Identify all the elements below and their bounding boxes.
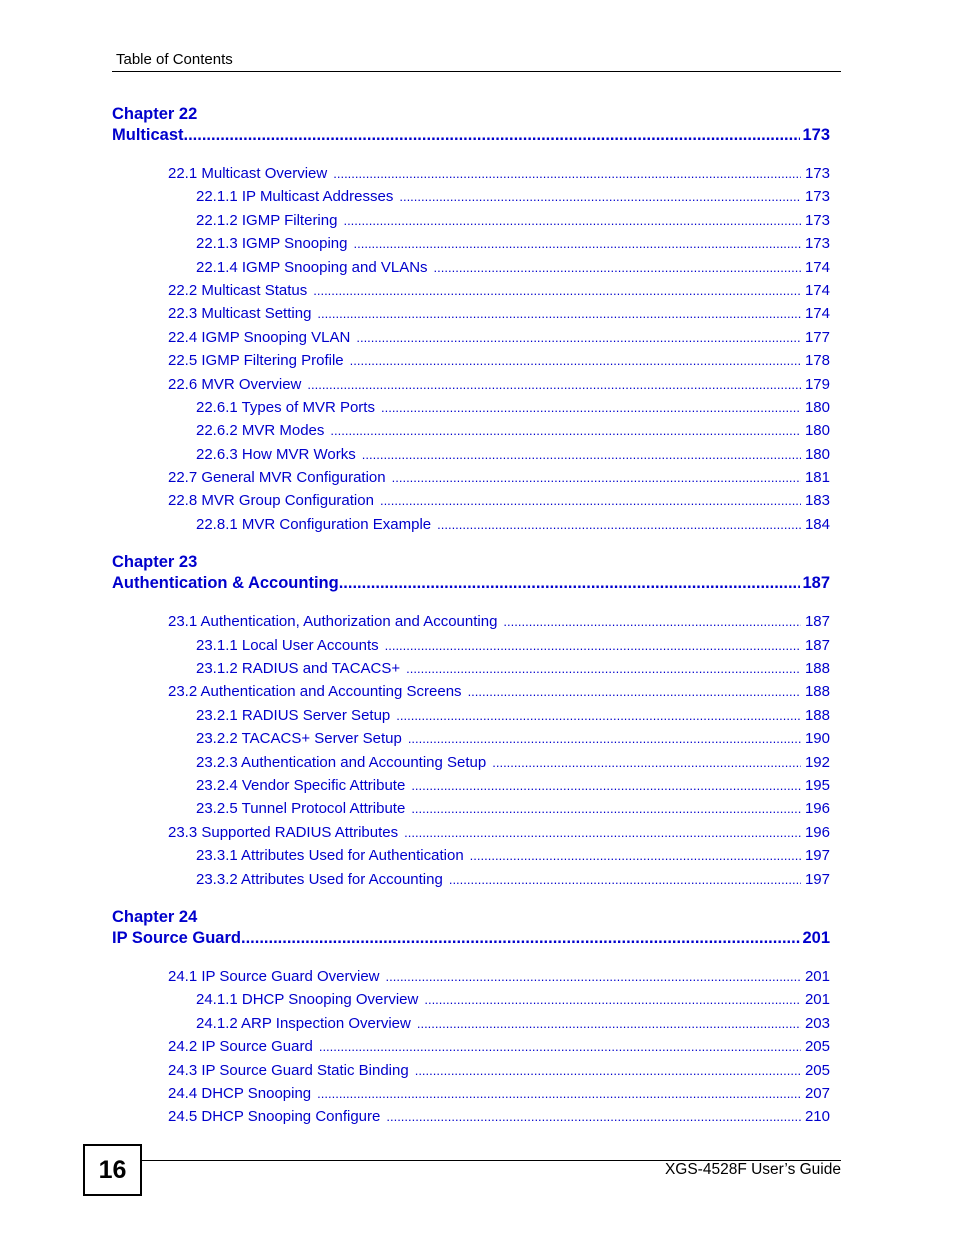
entry-title: 22.6.3 How MVR Works (196, 445, 356, 463)
dot-leader (468, 680, 801, 703)
entry-page: 173 (804, 235, 830, 253)
chapter-title-link[interactable] (112, 573, 830, 594)
chapter-title: Multicast (112, 126, 184, 144)
toc-entry-link[interactable] (112, 751, 830, 774)
dot-leader (434, 256, 801, 279)
toc-entry-link[interactable] (112, 821, 830, 844)
chapter-page: 201 (802, 928, 830, 947)
entry-page: 173 (804, 188, 830, 206)
entry-title: 22.8.1 MVR Configuration Example (196, 515, 432, 533)
dot-leader (339, 573, 801, 594)
toc-entry-link[interactable] (112, 396, 830, 419)
dot-leader (411, 774, 801, 797)
toc-entry-link[interactable] (112, 727, 830, 750)
toc-entry-link[interactable] (112, 1082, 830, 1105)
toc-entry-link[interactable] (112, 965, 830, 988)
toc-entry-link[interactable] (112, 209, 830, 232)
entry-title: 24.4 DHCP Snooping (168, 1084, 312, 1102)
entry-title: 23.3.1 Attributes Used for Authentication (196, 847, 464, 865)
dot-leader (307, 373, 801, 396)
chapter-title-link[interactable] (112, 928, 830, 949)
chapter-title: IP Source Guard (112, 928, 241, 947)
toc-entry-link[interactable] (112, 1035, 830, 1058)
toc-entry-link[interactable] (112, 373, 830, 396)
entry-page: 174 (804, 281, 830, 299)
entry-page: 187 (804, 636, 830, 654)
entry-title: 22.6 MVR Overview (168, 375, 302, 393)
toc-entry-link[interactable] (112, 302, 830, 325)
entry-page: 197 (804, 870, 830, 888)
toc-entry-link[interactable] (112, 774, 830, 797)
toc-entry-link[interactable] (112, 419, 830, 442)
entry-title: 22.1.4 IGMP Snooping and VLANs (196, 258, 428, 276)
toc-entry-link[interactable] (112, 657, 830, 680)
dot-leader (396, 704, 801, 727)
entry-title: 24.3 IP Source Guard Static Binding (168, 1061, 409, 1079)
entry-title: 23.2 Authentication and Accounting Screens (168, 683, 462, 701)
chapter-label[interactable]: Chapter 22 (112, 105, 198, 123)
toc-entry-link[interactable] (112, 634, 830, 657)
entry-page: 210 (804, 1108, 830, 1126)
entry-page: 205 (804, 1061, 830, 1079)
toc-entry-link[interactable] (112, 513, 830, 536)
entry-title: 22.6.2 MVR Modes (196, 422, 325, 440)
dot-leader (503, 610, 801, 633)
header-rule (112, 71, 841, 72)
entry-list (112, 162, 830, 536)
dot-leader (408, 727, 801, 750)
entry-page: 184 (804, 515, 830, 533)
toc-entry-link[interactable] (112, 1105, 830, 1128)
dot-leader (350, 349, 801, 372)
entry-page: 178 (804, 352, 830, 370)
dot-leader (470, 844, 801, 867)
entry-title: 24.1 IP Source Guard Overview (168, 967, 380, 985)
entry-title: 23.3 Supported RADIUS Attributes (168, 823, 399, 841)
dot-leader (330, 419, 801, 442)
entry-page: 188 (804, 683, 830, 701)
toc-entry-link[interactable] (112, 704, 830, 727)
entry-title: 22.1.1 IP Multicast Addresses (196, 188, 394, 206)
table-of-contents (112, 104, 830, 1145)
dot-leader (417, 1012, 801, 1035)
dot-leader (386, 965, 801, 988)
dot-leader (386, 1105, 801, 1128)
entry-page: 181 (804, 469, 830, 487)
dot-leader (437, 513, 801, 536)
dot-leader (317, 302, 801, 325)
entry-title: 22.1.2 IGMP Filtering (196, 211, 338, 229)
toc-entry-link[interactable] (112, 256, 830, 279)
entry-title: 22.7 General MVR Configuration (168, 469, 386, 487)
entry-page: 179 (804, 375, 830, 393)
dot-leader (415, 1059, 801, 1082)
toc-entry-link[interactable] (112, 1059, 830, 1082)
entry-title: 22.8 MVR Group Configuration (168, 492, 374, 510)
dot-leader (385, 634, 801, 657)
entry-list (112, 610, 830, 891)
entry-title: 24.2 IP Source Guard (168, 1038, 313, 1056)
entry-page: 187 (804, 613, 830, 631)
entry-page: 201 (804, 967, 830, 985)
entry-page: 197 (804, 847, 830, 865)
entry-page: 205 (804, 1038, 830, 1056)
chapter-label[interactable]: Chapter 23 (112, 553, 198, 572)
entry-page: 188 (804, 660, 830, 678)
entry-title: 23.1.1 Local User Accounts (196, 636, 379, 654)
entry-page: 180 (804, 398, 830, 416)
dot-leader (354, 232, 801, 255)
entry-list (112, 965, 830, 1129)
dot-leader (184, 125, 801, 146)
entry-title: 24.5 DHCP Snooping Configure (168, 1108, 381, 1126)
entry-title: 23.2.2 TACACS+ Server Setup (196, 730, 402, 748)
dot-leader (356, 326, 801, 349)
entry-page: 190 (804, 730, 830, 748)
chapter-page: 187 (802, 574, 830, 593)
entry-page: 180 (804, 445, 830, 463)
chapter-title: Authentication & Accounting (112, 574, 339, 593)
dot-leader (404, 821, 801, 844)
chapter-label[interactable]: Chapter 24 (112, 907, 198, 926)
toc-entry-link[interactable] (112, 1012, 830, 1035)
toc-entry-link[interactable] (112, 443, 830, 466)
entry-page: 196 (804, 823, 830, 841)
toc-entry-link[interactable] (112, 988, 830, 1011)
entry-page: 196 (804, 800, 830, 818)
toc-entry-link[interactable] (112, 349, 830, 372)
dot-leader (313, 279, 801, 302)
toc-entry-link[interactable] (112, 797, 830, 820)
toc-entry-link[interactable] (112, 680, 830, 703)
dot-leader (399, 185, 801, 208)
dot-leader (343, 209, 801, 232)
entry-page: 173 (804, 211, 830, 229)
dot-leader (241, 928, 800, 949)
toc-entry-link[interactable] (112, 844, 830, 867)
entry-title: 22.4 IGMP Snooping VLAN (168, 328, 351, 346)
dot-leader (392, 466, 801, 489)
entry-page: 183 (804, 492, 830, 510)
entry-title: 23.1.2 RADIUS and TACACS+ (196, 660, 401, 678)
chapter-block (112, 907, 830, 1129)
chapter-page: 173 (802, 126, 830, 144)
toc-entry-link[interactable] (112, 489, 830, 512)
entry-title: 23.2.3 Authentication and Accounting Setup (196, 753, 487, 771)
toc-entry-link[interactable] (112, 610, 830, 633)
toc-entry-link[interactable] (112, 232, 830, 255)
entry-page: 201 (804, 991, 830, 1009)
dot-leader (424, 988, 801, 1011)
entry-title: 24.1.1 DHCP Snooping Overview (196, 991, 419, 1009)
chapter-title-link[interactable] (112, 125, 830, 146)
dot-leader (449, 868, 801, 891)
entry-page: 192 (804, 753, 830, 771)
dot-leader (492, 751, 801, 774)
entry-page: 207 (804, 1084, 830, 1102)
page-number: 16 (83, 1144, 142, 1196)
entry-title: 23.2.5 Tunnel Protocol Attribute (196, 800, 406, 818)
toc-entry-link[interactable] (112, 466, 830, 489)
dot-leader (362, 443, 801, 466)
running-header: Table of Contents (116, 51, 233, 68)
entry-title: 22.2 Multicast Status (168, 281, 308, 299)
dot-leader (380, 489, 801, 512)
toc-entry-link[interactable] (112, 326, 830, 349)
entry-title: 23.2.4 Vendor Specific Attribute (196, 776, 406, 794)
dot-leader (406, 657, 801, 680)
toc-entry-link[interactable] (112, 279, 830, 302)
entry-page: 173 (804, 165, 830, 182)
dot-leader (333, 162, 801, 185)
chapter-block (112, 104, 830, 536)
chapter-block (112, 552, 830, 891)
entry-page: 195 (804, 776, 830, 794)
dot-leader (319, 1035, 801, 1058)
entry-page: 203 (804, 1014, 830, 1032)
entry-page: 174 (804, 258, 830, 276)
entry-title: 22.5 IGMP Filtering Profile (168, 352, 344, 370)
entry-title: 22.1.3 IGMP Snooping (196, 235, 348, 253)
entry-page: 180 (804, 422, 830, 440)
entry-page: 188 (804, 706, 830, 724)
toc-entry-link[interactable] (112, 162, 830, 185)
entry-title: 22.6.1 Types of MVR Ports (196, 398, 375, 416)
entry-title: 23.1 Authentication, Authorization and Accounting (168, 613, 498, 631)
entry-title: 23.2.1 RADIUS Server Setup (196, 706, 391, 724)
guide-title: XGS-4528F User’s Guide (664, 1161, 841, 1178)
dot-leader (411, 797, 801, 820)
entry-title: 24.1.2 ARP Inspection Overview (196, 1014, 411, 1032)
dot-leader (381, 396, 801, 419)
entry-page: 177 (804, 328, 830, 346)
dot-leader (317, 1082, 801, 1105)
toc-entry-link[interactable] (112, 868, 830, 891)
entry-title: 22.1 Multicast Overview (168, 165, 328, 182)
entry-title: 22.3 Multicast Setting (168, 305, 312, 323)
entry-page: 174 (804, 305, 830, 323)
toc-entry-link[interactable] (112, 185, 830, 208)
entry-title: 23.3.2 Attributes Used for Accounting (196, 870, 443, 888)
